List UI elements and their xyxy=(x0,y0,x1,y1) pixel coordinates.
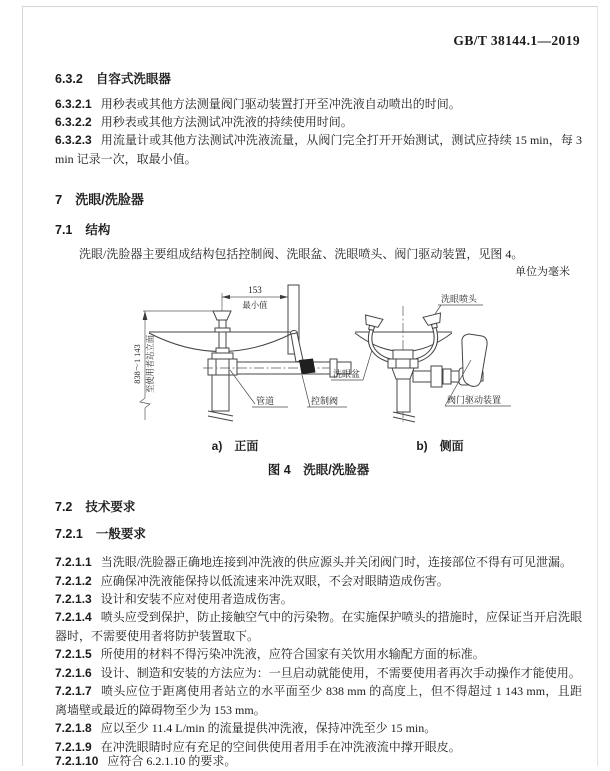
clause-number: 6.3.2.2 xyxy=(55,115,92,129)
side-spray-head-right xyxy=(423,313,444,330)
clause-text: 应确保冲洗液能保持以低流速来冲洗双眼，不会对眼睛造成伤害。 xyxy=(100,573,449,588)
clause-text: 设计、制造和安装的方法应为：一旦启动就能使用，不需要使用者再次手动操作才能使用。 xyxy=(100,665,581,680)
clause-number: 7.2.1.6 xyxy=(55,665,92,680)
clause-number: 6.3.2.1 xyxy=(55,97,92,111)
section-number: 7.2.1 xyxy=(55,527,83,541)
clause-text: 设计和安装不应对使用者造成伤害。 xyxy=(100,592,293,606)
clause-text: 应符合 6.2.1.10 的要求。 xyxy=(107,754,237,768)
paragraph-7-1: 洗眼/洗脸器主要组成结构包括控制阀、洗眼盆、洗眼喷头、阀门驱动装置，见图 4。 xyxy=(79,247,524,261)
section-number: 7.1 xyxy=(55,223,73,237)
standard-code: GB/T 38144.1—2019 xyxy=(453,33,580,48)
figure-caption-a: a) 正面 xyxy=(211,439,259,453)
figure-4-drawing xyxy=(55,280,580,445)
page-border-left xyxy=(22,6,23,766)
dim-width-note: 最小值 xyxy=(242,301,268,310)
dim-width-value: 153 xyxy=(248,285,262,295)
clause-text: 用秒表或其他方法测试冲洗液的持续使用时间。 xyxy=(100,115,353,129)
clause-text: 所使用的材料不得污染冲洗液，应符合国家有关饮用水输配方面的标准。 xyxy=(100,647,485,661)
unit-note: 单位为毫米 xyxy=(515,266,570,278)
clause-number: 7.2.1.9 xyxy=(55,739,92,754)
dim-height-note: 至使用者站立面 xyxy=(146,334,155,394)
clause-7-2-1-2 xyxy=(55,572,582,591)
clause-7-2-1-5 xyxy=(55,645,582,664)
clause-text: 用秒表或其他方法测量阀门驱动装置打开至冲洗液自动喷出的时间。 xyxy=(100,97,461,111)
clause-7-2-1-6 xyxy=(55,664,582,683)
clause-number: 7.2.1.2 xyxy=(55,573,92,588)
clause-text: 应以至少 11.4 L/min 的流量提供冲洗液，保持冲洗至少 15 min。 xyxy=(100,721,437,735)
section-heading-7 xyxy=(55,192,582,208)
section-heading-7-2 xyxy=(55,499,582,515)
figure-caption-b: b) 侧面 xyxy=(416,439,464,453)
basin-label: 洗眼盆 xyxy=(333,369,361,379)
section-number: 7 xyxy=(55,192,63,207)
clause-number: 7.2.1.3 xyxy=(55,592,92,606)
section-title: 一般要求 xyxy=(95,527,146,541)
clause-6-3-2-2 xyxy=(55,113,582,132)
section-heading-7-2-1 xyxy=(55,526,582,542)
section-title: 洗眼/洗脸器 xyxy=(75,192,144,207)
clause-7-2-1-4 xyxy=(55,608,582,645)
clause-number: 7.2.1.8 xyxy=(55,721,92,735)
clause-7-2-1-3 xyxy=(55,590,582,609)
section-number: 7.2 xyxy=(55,500,73,514)
section-title: 结构 xyxy=(85,223,111,237)
control-valve-label: 控制阀 xyxy=(311,396,339,406)
clause-number: 7.2.1.7 xyxy=(55,684,92,698)
clause-number: 7.2.1.10 xyxy=(55,754,99,768)
figure-title: 图 4 洗眼/洗脸器 xyxy=(267,463,370,477)
page-border-top xyxy=(22,6,598,7)
section-title: 技术要求 xyxy=(85,500,136,514)
clause-text: 喷头应受到保护，防止接触空气中的污染物。在实施保护喷头的措施时，应保证当开启洗眼器时，不需要使用者将防护装置取下。 xyxy=(55,610,582,643)
side-view-drawing xyxy=(331,293,511,422)
clause-text: 在冲洗眼睛时应有充足的空间供使用者用手在冲洗液流中撑开眼皮。 xyxy=(100,739,461,754)
front-view-drawing xyxy=(133,285,351,421)
clause-number: 6.3.2.3 xyxy=(55,133,92,147)
front-spray-head xyxy=(213,311,231,320)
clause-number: 7.2.1.1 xyxy=(55,555,92,569)
clause-7-2-1-10 xyxy=(55,752,582,771)
section-heading-7-1 xyxy=(55,222,582,238)
clause-7-2-1-7 xyxy=(55,682,582,719)
page-border-right xyxy=(597,6,598,766)
valve-actuator-label: 阀门驱动装置 xyxy=(447,395,502,405)
spray-head-label: 洗眼喷头 xyxy=(441,294,478,304)
clause-7-2-1-1 xyxy=(55,553,582,572)
clause-text: 当洗眼/洗脸器正确地连接到冲洗液的供应源头并关闭阀门时，连接部位不得有可见泄漏。 xyxy=(100,555,573,569)
clause-text: 用流量计或其他方法测试冲洗液流量，从阀门完全打开开始测试，测试应持续 15 min，每 3 min 记录一次，取最小值。 xyxy=(55,133,582,166)
clause-6-3-2-1 xyxy=(55,95,582,114)
clause-7-2-1-8 xyxy=(55,719,582,738)
front-control-valve xyxy=(291,333,303,362)
clause-number: 7.2.1.5 xyxy=(55,647,92,661)
section-heading-6-3-2 xyxy=(55,71,582,87)
dim-height-value: 838～1 143 xyxy=(133,344,142,384)
side-spray-head-left xyxy=(362,315,383,332)
clause-6-3-2-3 xyxy=(55,131,582,168)
section-title: 自容式洗眼器 xyxy=(95,72,171,86)
clause-text: 喷头应位于距离使用者站立的水平面至少 838 mm 的高度上，但不得超过 1 143 mm，且距离墙壁或最近的障碍物至少为 153 mm。 xyxy=(55,684,582,717)
pipe-label: 管道 xyxy=(256,396,275,406)
section-number: 6.3.2 xyxy=(55,72,83,86)
clause-number: 7.2.1.4 xyxy=(55,610,92,624)
